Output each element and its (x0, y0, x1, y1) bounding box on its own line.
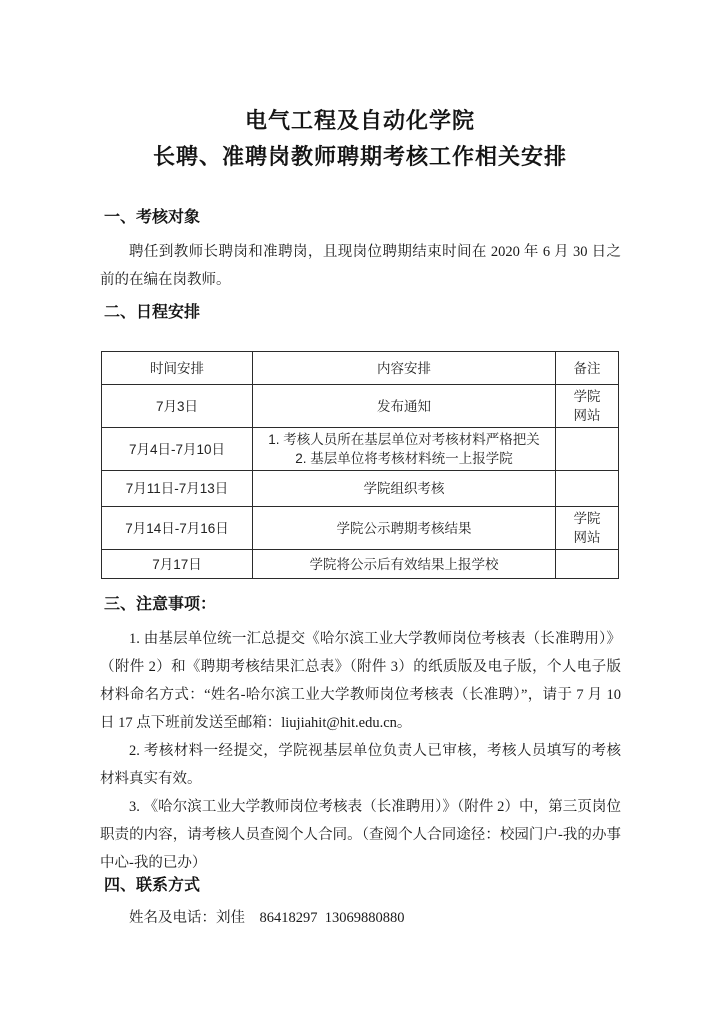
table-header-row (102, 352, 619, 385)
note-item-1: 1. 由基层单位统一汇总提交《哈尔滨工业大学教师岗位考核表（长准聘用）》（附件 2）和《聘期考核结果汇总表》（附件 3）的纸质版及电子版，个人电子版材料命名方式：“姓名-哈尔滨工业大学教师岗位考核表（长准聘）”，请于 7 月 10 日 17 点下班前发送至邮箱：liujiahit@hit.edu.cn。 (100, 631, 621, 731)
content-line-1: 1. 考核人员所在基层单位对考核材料严格把关 (268, 432, 540, 447)
cell-content: 学院将公示后有效结果上报学校 (253, 550, 556, 579)
section-heading-schedule: 二、日程安排 (104, 304, 201, 321)
cell-remark (556, 550, 619, 579)
section-heading-assessment-target: 一、考核对象 (104, 209, 201, 226)
cell-remark (556, 385, 619, 428)
cell-time: 7月14日-7月16日 (102, 507, 253, 550)
section-heading-contact: 四、联系方式 (104, 877, 201, 894)
table-row (102, 428, 619, 471)
cell-time: 7月17日 (102, 550, 253, 579)
remark-text: 学院网站 (573, 511, 601, 545)
assessment-target-paragraph: 聘任到教师长聘岗和准聘岗，且现岗位聘期结束时间在 2020 年 6 月 30 日之前的在编在岗教师。 (100, 244, 621, 288)
cell-content (253, 428, 556, 471)
doc-title-line-1: 电气工程及自动化学院 (244, 108, 475, 133)
cell-time: 7月3日 (102, 385, 253, 428)
remark-text: 学院网站 (573, 389, 601, 423)
header-content: 内容安排 (253, 352, 556, 385)
cell-time: 7月4日-7月10日 (102, 428, 253, 471)
cell-remark (556, 471, 619, 507)
note-item-3: 3. 《哈尔滨工业大学教师岗位考核表（长准聘用）》（附件 2）中，第三页岗位职责的内容，请考核人员查阅个人合同。（查阅个人合同途径：校园门户-我的办事中心-我的已办） (100, 799, 621, 871)
schedule-table (101, 351, 619, 579)
cell-time: 7月11日-7月13日 (102, 471, 253, 507)
table-row (102, 507, 619, 550)
cell-remark (556, 507, 619, 550)
doc-title-line-2: 长聘、准聘岗教师聘期考核工作相关安排 (152, 144, 567, 169)
cell-content: 学院公示聘期考核结果 (253, 507, 556, 550)
header-remark: 备注 (556, 352, 619, 385)
contact-name-phone-line: 姓名及电话：刘佳 86418297 13069880880 (129, 910, 405, 926)
header-time: 时间安排 (102, 352, 253, 385)
notes-block (100, 625, 621, 877)
cell-content: 学院组织考核 (253, 471, 556, 507)
table-row (102, 471, 619, 507)
note-item-2: 2. 考核材料一经提交，学院视基层单位负责人已审核，考核人员填写的考核材料真实有效。 (100, 743, 621, 787)
cell-remark (556, 428, 619, 471)
table-row (102, 550, 619, 579)
table-row (102, 385, 619, 428)
content-line-2: 2. 基层单位将考核材料统一上报学院 (295, 451, 513, 466)
cell-content: 发布通知 (253, 385, 556, 428)
section-heading-notes: 三、注意事项： (104, 596, 217, 613)
